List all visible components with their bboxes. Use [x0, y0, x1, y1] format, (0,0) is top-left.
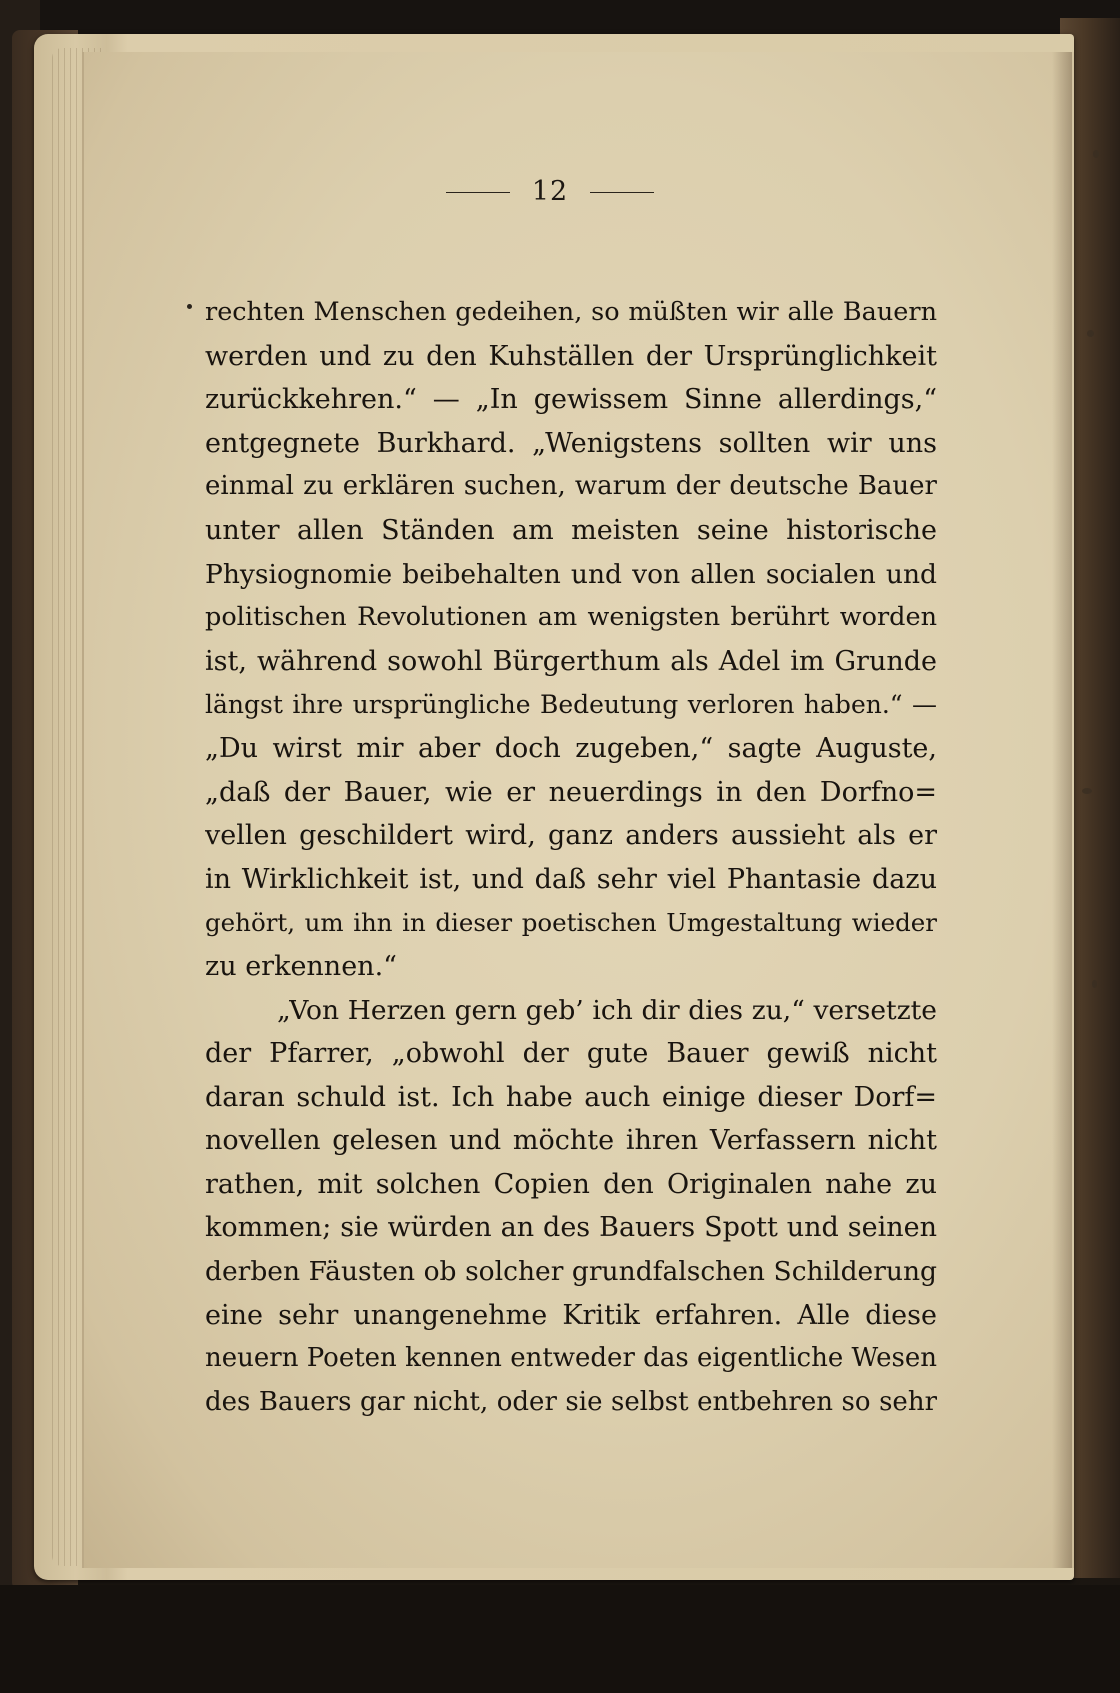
background-surface-bottom	[0, 1585, 1120, 1693]
text-line: der Pfarrer, „obwohl der gute Bauer gewiß nicht	[205, 1038, 937, 1070]
text-line: unter allen Ständen am meisten seine historische	[205, 514, 937, 546]
folio-rule-left	[446, 192, 510, 193]
folio-rule-right	[590, 192, 654, 193]
text-line: rechten Menschen gedeihen, so müßten wir alle Bauern	[205, 297, 937, 327]
text-line: daran schuld ist. Ich habe auch einige dieser Dorf=	[205, 1081, 937, 1113]
text-line: derben Fäusten ob solcher grundfalschen Schilderung	[205, 1256, 937, 1288]
text-line: „daß der Bauer, wie er neuerdings in den Dorfno=	[205, 776, 937, 808]
text-line: einmal zu erklären suchen, warum der deutsche Bauer	[205, 471, 937, 502]
text-line: politischen Revolutionen am wenigsten berührt worden	[205, 602, 937, 633]
text-line: eine sehr unangenehme Kritik erfahren. Alle diese	[205, 1299, 937, 1331]
text-line: zurückkehren.“ — „In gewissem Sinne allerdings,“	[205, 384, 937, 416]
ink-speck	[1092, 980, 1097, 988]
text-line: entgegnete Burkhard. „Wenigstens sollten wir uns	[205, 427, 937, 459]
text-line: kommen; sie würden an des Bauers Spott und seinen	[205, 1212, 937, 1244]
page-number	[360, 176, 740, 207]
text-line: „Von Herzen gern geb’ ich dir dies zu,“ versetzte	[277, 994, 937, 1026]
text-line: neuern Poeten kennen entweder das eigentliche Wesen	[205, 1343, 937, 1374]
text-line: längst ihre ursprüngliche Bedeutung verloren haben.“ —	[205, 690, 937, 720]
text-line: vellen geschildert wird, ganz anders aussieht als er	[205, 820, 937, 852]
text-line: rathen, mit solchen Copien den Originalen nahe zu	[205, 1168, 937, 1200]
page-number-text: 12	[531, 176, 569, 207]
ink-speck	[187, 304, 192, 309]
text-line: ist, während sowohl Bürgerthum als Adel im Grunde	[205, 645, 937, 677]
text-line: zu erkennen.“	[205, 950, 397, 982]
body-text	[205, 291, 937, 1424]
ink-speck	[1093, 150, 1099, 158]
gutter-shadow	[1052, 52, 1072, 1568]
text-line: werden und zu den Kuhställen der Ursprünglichkeit	[205, 340, 937, 372]
text-line: „Du wirst mir aber doch zugeben,“ sagte Auguste,	[205, 732, 937, 764]
ink-speck	[1082, 788, 1092, 794]
text-line: gehört, um ihn in dieser poetischen Umgestaltung wieder	[205, 908, 937, 938]
text-line: in Wirklichkeit ist, und daß sehr viel Phantasie dazu	[205, 863, 937, 895]
text-line: novellen gelesen und möchte ihren Verfassern nicht	[205, 1125, 937, 1157]
text-line: des Bauers gar nicht, oder sie selbst entbehren so sehr	[205, 1386, 937, 1417]
ink-speck	[1087, 330, 1094, 337]
text-line: Physiognomie beibehalten und von allen socialen und	[205, 558, 937, 590]
